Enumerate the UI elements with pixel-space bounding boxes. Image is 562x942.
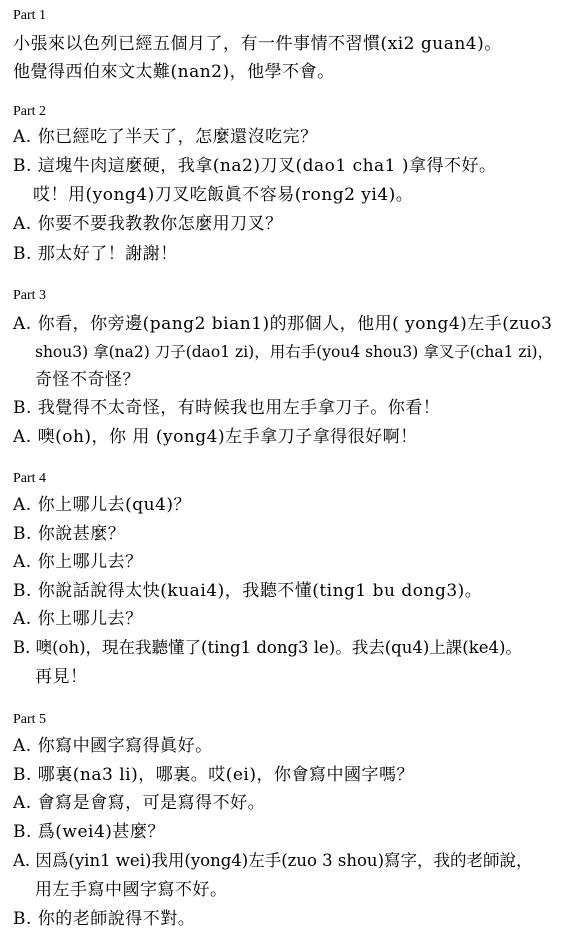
part-5-line-5: A. 因爲(yin1 wei)我用(yong4)左手(zuo 3 shou)寫字，我的老師說， (13, 851, 533, 870)
part-3-line-4: B. 我覺得不太奇怪，有時候我也用左手拿刀子。你看！ (13, 398, 441, 418)
part-5-line-6: 用左手寫中國字寫不好。 (35, 880, 228, 900)
part-5-line-4: B. 爲(wei4)甚麼？ (13, 822, 165, 842)
part-1-line-1: 小張來以色列已經五個月了，有一件事情不習慣(xi2 guan4)。 (13, 34, 502, 54)
part-2-line-2: B. 這塊牛肉這麼硬，我拿(na2)刀叉(dao1 cha1 )拿得不好。 (13, 156, 497, 176)
part-2-line-1: A. 你已經吃了半天了，怎麼還沒吃完？ (13, 127, 318, 147)
part-2-line-5: B. 那太好了！謝謝！ (13, 244, 178, 264)
part-4-line-4: B. 你說話說得太快(kuai4)，我聽不懂(ting1 bu dong3)。 (13, 581, 483, 601)
part-5-line-7: B. 你的老師說得不對。 (13, 909, 196, 929)
part-4-line-7: 再見！ (35, 667, 88, 687)
part-4-line-5: A. 你上哪儿去？ (13, 609, 143, 629)
part-5-line-2: B. 哪裏(na3 li)，哪裏。哎(ei)，你會寫中國字嗎？ (13, 765, 415, 785)
part-4-line-3: A. 你上哪儿去？ (13, 552, 143, 572)
part-1-title: Part 1 (13, 8, 47, 23)
part-3-line-5: A. 噢(oh)，你 用 (yong4)左手拿刀子拿得很好啊！ (13, 427, 418, 447)
part-4-title: Part 4 (13, 471, 47, 486)
part-3-line-2: shou3) 拿(na2) 刀子(dao1 zi)，用右手(you4 shou3) 拿叉子(cha1 zi)， (35, 343, 554, 361)
part-5-line-1: A. 你寫中國字寫得眞好。 (13, 736, 213, 756)
part-3-line-3: 奇怪不奇怪？ (35, 370, 140, 390)
part-4-line-6: B. 噢(oh)，現在我聽懂了(ting1 dong3 le)。我去(qu4)上課(ke4)。 (13, 638, 522, 657)
part-3-line-1: A. 你看，你旁邊(pang2 bian1)的那個人，他用( yong4)左手(zuo3 (13, 314, 553, 334)
part-4-line-1: A. 你上哪儿去(qu4)？ (13, 495, 191, 515)
part-2-line-4: A. 你要不要我教教你怎麼用刀叉？ (13, 214, 283, 234)
part-4-line-2: B. 你說甚麼？ (13, 524, 126, 544)
part-1-line-2: 他覺得西伯來文太難(nan2)，他學不會。 (13, 62, 335, 82)
part-2-line-3: 哎！用(yong4)刀叉吃飯眞不容易(rong2 yi4)。 (33, 185, 414, 205)
part-3-title: Part 3 (13, 288, 47, 303)
part-2-title: Part 2 (13, 104, 47, 119)
part-5-line-3: A. 會寫是會寫，可是寫得不好。 (13, 793, 266, 813)
part-5-title: Part 5 (13, 712, 47, 727)
